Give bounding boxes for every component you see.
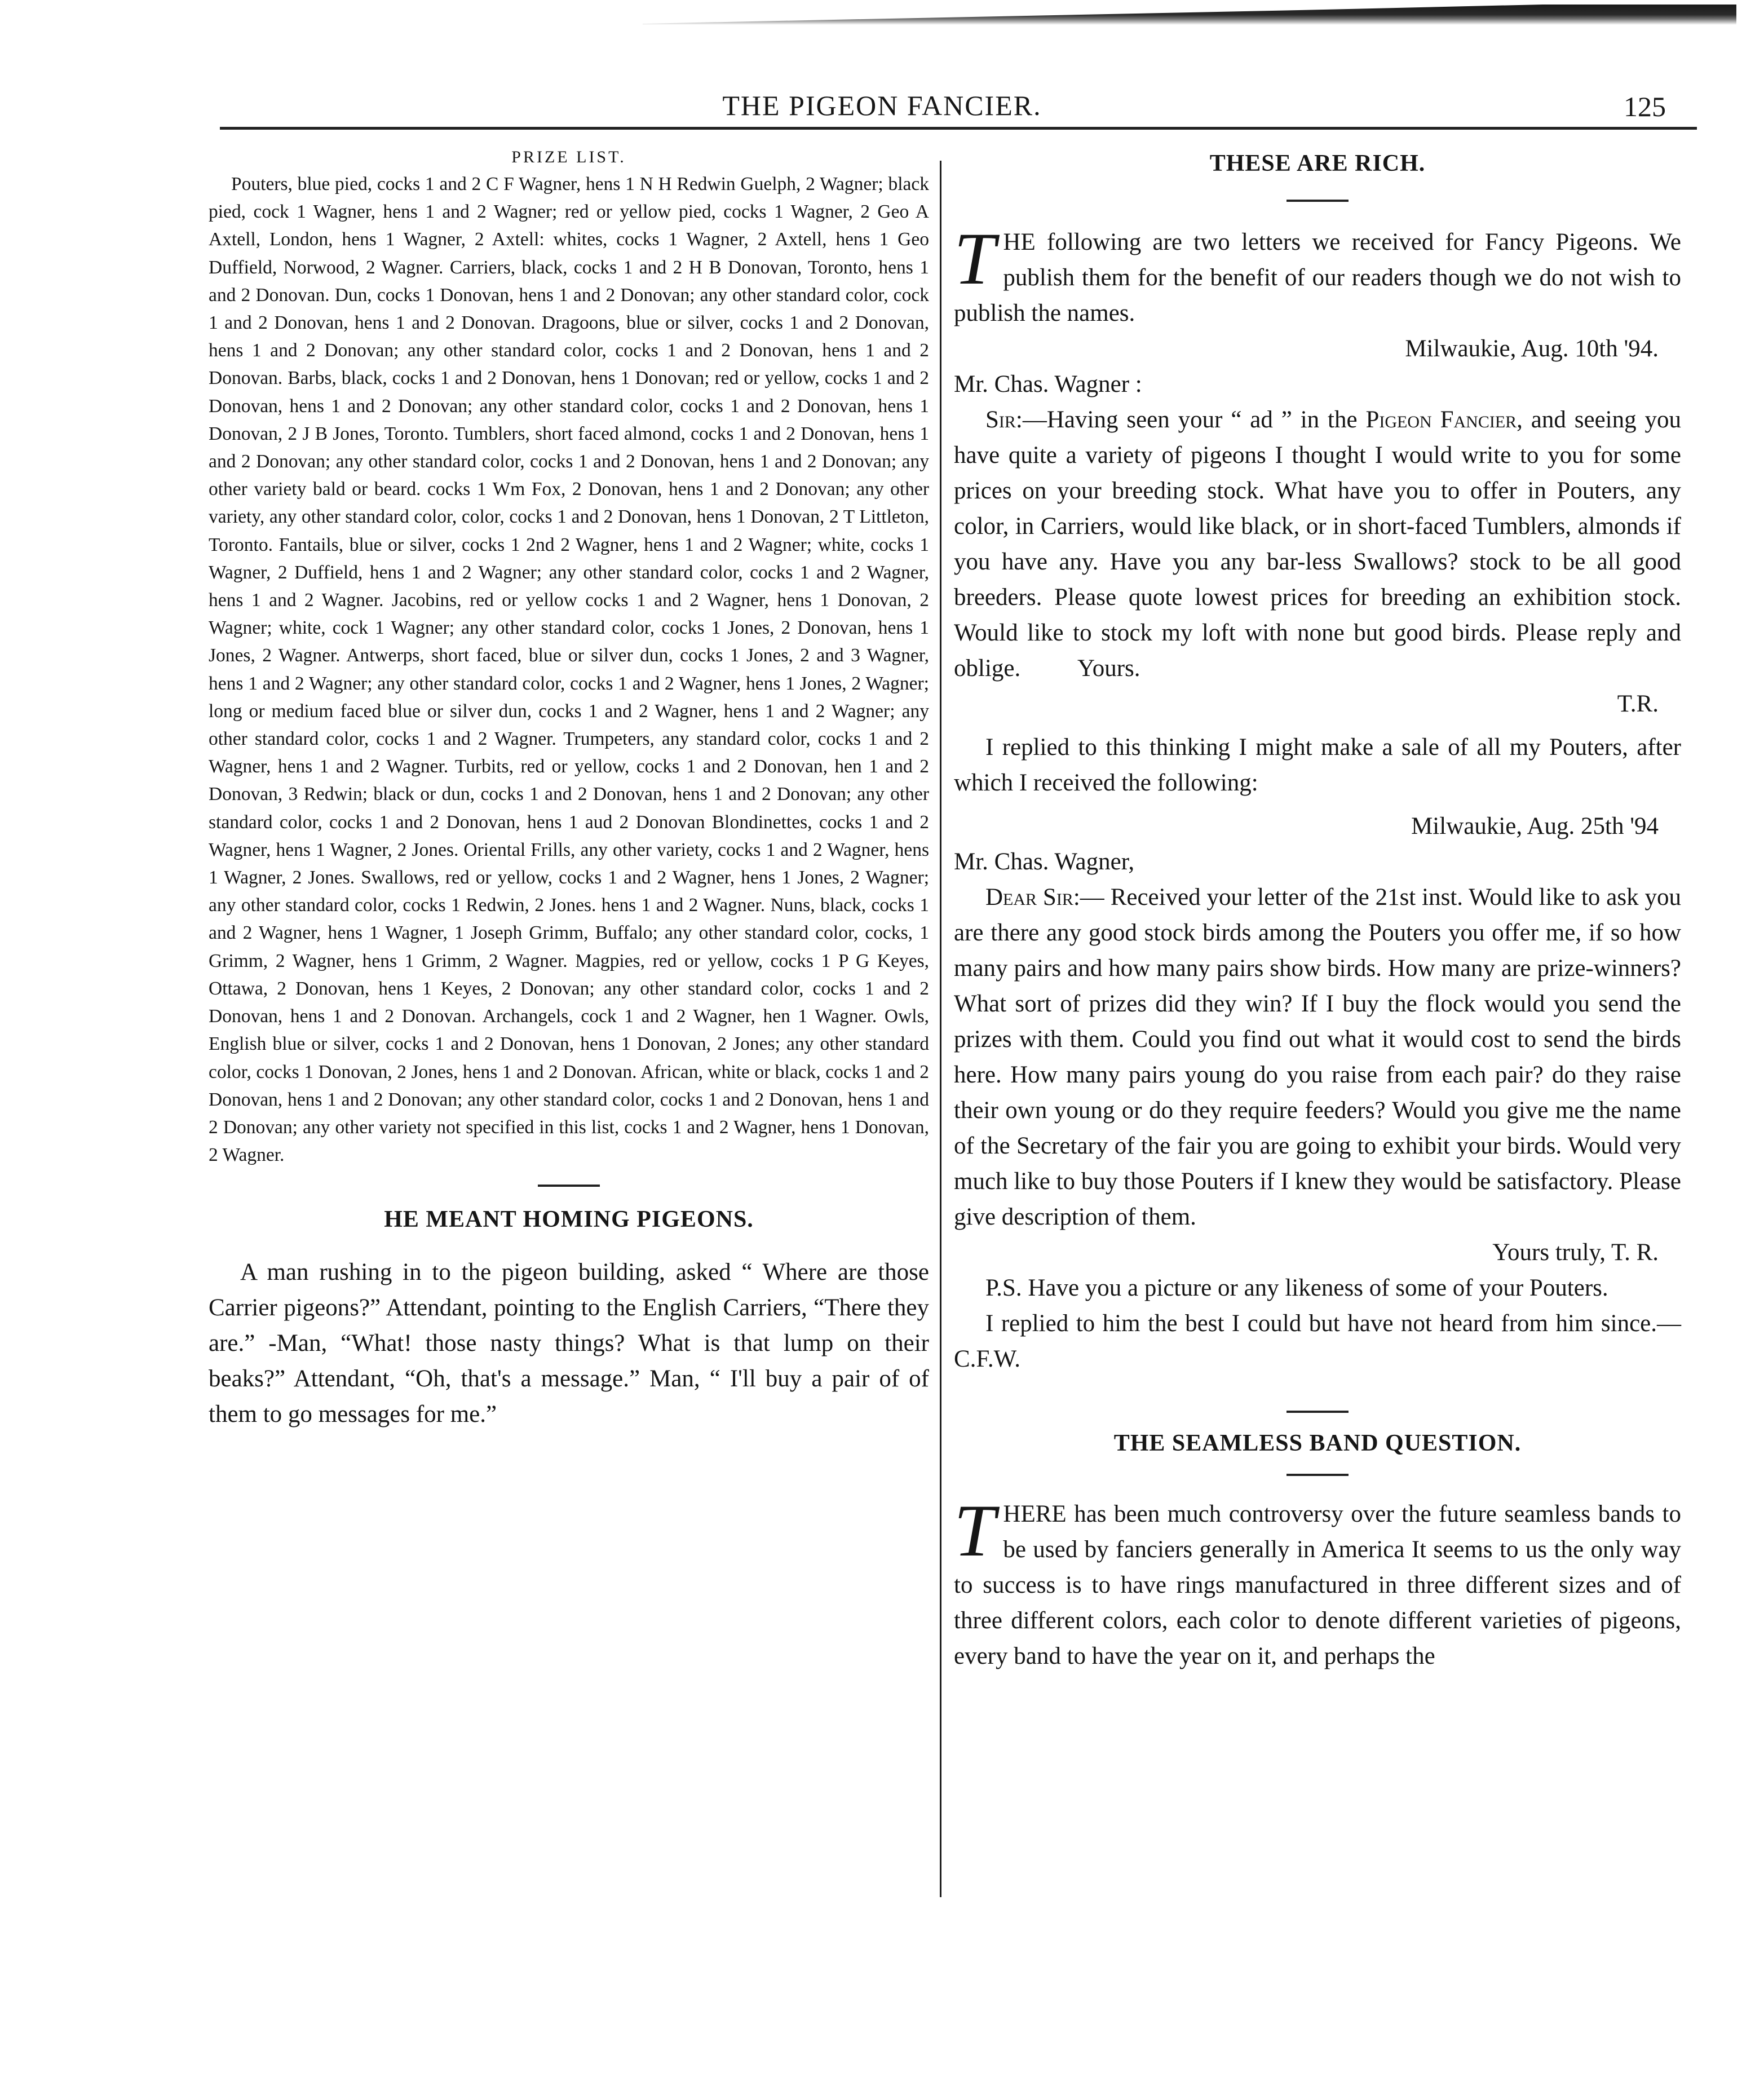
letter1-closing: Yours. <box>1077 655 1140 682</box>
prize-list-text: Pouters, blue pied, cocks 1 and 2 C F Wagner, hens 1 N H Redwin Guelph, 2 Wagner; black pied, cock 1 Wagner, hens 1 and 2 Wagner; red or yellow pied, cocks 1 Wagner, 2 Geo A Axtell, London, hens 1 Wagner, 2 Axtell: whites, cocks 1 Wagner, 2 Axtell, hens 1 Geo Duffield, Norwood, 2 Wagner. Carriers, black, cocks 1 and 2 H B Donovan, Toronto, hens 1 and 2 Donovan. Dun, cocks 1 Donovan, hens 1 and 2 Donovan; any other standard color, cock 1 and 2 Donovan, hens 1 and 2 Donovan. Dragoons, blue or silver, cocks 1 and 2 Donovan, hens 1 and 2 Donovan; any other standard color, cocks 1 and 2 Donovan, hens 1 and 2 Donovan. Barbs, black, cocks 1 and 2 Donovan, hens 1 Donovan; red or yellow, cocks 1 and 2 Donovan, hens 1 and 2 Donovan; any other standard color, cocks 1 and 2 Donovan, hens 1 Donovan, 2 J B Jones, Toronto. Tumblers, short faced almond, cocks 1 and 2 Donovan, hens 1 and 2 Donovan; any other standard color, cocks 1 and 2 Donovan, hens 1 and 2 Donovan; any other variety bald or beard. cocks 1 Wm Fox, 2 Donovan, hens 1 and 2 Donovan; any other variety, any other standard color, color, cocks 1 and 2 Donovan, hens 1 Donovan, 2 T Littleton, Toronto. Fantails, blue or silver, cocks 1 2nd 2 Wagner, hens 1 and 2 Wagner; white, cocks 1 Wagner, 2 Duffield, hens 1 and 2 Wagner; any other standard color, cocks 1 and 2 Wagner, hens 1 and 2 Wagner. Jacobins, red or yellow cocks 1 and 2 Wagner, hens 1 Donovan, 2 Wagner; white, cock 1 Wagner; any other standard color, cocks 1 Jones, 2 Donovan, hens 1 Jones, 2 Wagner. Antwerps, short faced, blue or silver dun, cocks 1 Jones, 2 and 3 Wagner, hens 1 and 2 Wagner; any other standard color, cocks 1 and 2 Wagner, hens 1 Jones, 2 Wagner; long or medium faced blue or silver dun, cocks 1 and 2 Wagner, hens 1 and 2 Wagner; any other standard color, cocks 1 and 2 Wagner. Trumpeters, any standard color, cocks 1 and 2 Wagner, hens 1 and 2 Wagner. Turbits, red or yellow, cocks 1 and 2 Donovan, hen 1 and 2 Donovan, 3 Redwin; black or dun, cocks 1 and 2 Donovan, hens 1 and 2 Donovan; any other standard color, cocks 1 and 2 Donovan, hens 1 aud 2 Donovan Blondinettes, cocks 1 and 2 Wagner, hens 1 Wagner, 2 Jones. Oriental Frills, any other variety, cocks 1 and 2 Wagner, hens 1 Wagner, 2 Jones. Swallows, red or yellow, cocks 1 and 2 Wagner, hens 1 Jones, 2 Wagner; any other standard color, cocks 1 Redwin, 2 Jones. hens 1 and 2 Wagner. Nuns, black, cocks 1 and 2 Wagner, hens 1 Wagner, 1 Joseph Grimm, Buffalo; any other standard color, cocks, 1 Grimm, 2 Wagner, hens 1 Grimm, 2 Wagner. Magpies, red or yellow, cocks 1 P G Keyes, Ottawa, 2 Donovan, hens 1 Keyes, 2 Donovan; any other standard color, cocks 1 and 2 Donovan, hens 1 and 2 Donovan. Archangels, cock 1 and 2 Wagner, hen 1 Wagner. Owls, English blue or silver, cocks 1 and 2 Donovan, hens 1 Donovan, 2 Jones; any other standard color, cocks 1 Donovan, 2 Jones, hens 1 and 2 Donovan. African, white or black, cocks 1 and 2 Donovan, hens 1 and 2 Donovan; any other standard color, cocks 1 and 2 Donovan, hens 1 and 2 Donovan; any other variety not specified in this list, cocks 1 and 2 Wagner, hens 1 Donovan, 2 Wagner. <box>209 174 929 1166</box>
letter2-ps: P.S. Have you a picture or any likeness of some of your Pouters. <box>985 1275 1608 1301</box>
left-column <box>209 148 929 1432</box>
column-divider <box>940 161 941 1897</box>
scan-artifact-rule <box>643 0 1736 34</box>
homing-text: A man rushing in to the pigeon building, asked “ Where are those Carrier pigeons?” Attendant, pointing to the English Carriers, “There they are.” -Man, “What! those nasty things? What is that lump on their beaks?” Attendant, “Oh, that's a message.” Man, “ I'll buy a pair of of them to go messages for me.” <box>209 1259 929 1428</box>
drop-cap: T <box>954 1489 996 1572</box>
header-rule <box>220 127 1697 130</box>
letter1-body-a: :—Having seen your “ ad ” in the <box>1015 406 1358 433</box>
prize-list-heading: PRIZE LIST. <box>511 148 626 166</box>
band-heading: THE SEAMLESS BAND QUESTION. <box>1113 1430 1522 1456</box>
letter2-dear: Dear Sir <box>985 884 1073 911</box>
page-number: 125 <box>1624 91 1666 122</box>
letter1-initials: T.R. <box>1617 691 1659 717</box>
letter2-body-text: :— Received your letter of the 21st inst. Would like to ask you are there any good stock birds among the Pouters you offer me, if so how many pairs and how many pairs show birds. How many are prize-winners? What sort of prizes did they win? If I buy the flock would you send the prizes with them. Could you find out what it would cost to send the birds here. How many pairs young do you raise from each pair? do they raise their own young or do they require feeders? Would you give me the name of the Secretary of the fair you are going to exhibit your birds. Would very much like to buy those Pouters if I knew they would be satisfactory. Please give description of them. <box>954 884 1681 1230</box>
drop-cap: T <box>954 217 996 300</box>
letter1-dateline: Milwaukie, Aug. 10th '94. <box>1405 335 1659 362</box>
rich-intro-text: HE following are two letters we received for Fancy Pigeons. We publish them for the benefit of our readers though we do not wish to publish the names. <box>954 229 1681 326</box>
page-title: THE PIGEON FANCIER. <box>722 90 1042 121</box>
letter1-body-b: , and seeing you have quite a variety of pigeons I thought I would write to you for some prices on your breeding stock. What have you to offer in Pouters, any color, in Carriers, would like black, or in short-faced Tumblers, almonds if you have any. Have you any bar-less Swallows? stock to be all good breeders. Please quote lowest prices for breeding an exhibition stock. Would like to stock my loft with none but good birds. Please reply and oblige. <box>954 406 1682 682</box>
publication-name: Pigeon Fancier <box>1365 406 1517 433</box>
band-text-body: HERE has been much controversy over the future seamless bands to be used by fanciers generally in America It seems to us the only way to success is to have rings manufactured in three different sizes and of three different colors, each color to denote different varieties of pigeons, every band to have the year on it, and perhaps the <box>954 1501 1681 1669</box>
right-column <box>954 148 1681 1674</box>
reply-text: I replied to this thinking I might make a sale of all my Pouters, after which I received the following: <box>954 734 1681 796</box>
letter2-closing: Yours truly, T. R. <box>1492 1239 1659 1266</box>
letter1-sir: Sir <box>985 406 1016 433</box>
letter1-body <box>954 402 1681 686</box>
closing-note: I replied to him the best I could but have not heard from him since.—C.F.W. <box>954 1310 1681 1372</box>
band-text <box>954 1489 1681 1674</box>
rich-intro <box>954 217 1681 331</box>
homing-heading: HE MEANT HOMING PIGEONS. <box>384 1207 754 1233</box>
rich-heading: THESE ARE RICH. <box>1209 151 1426 176</box>
letter2-salutation: Mr. Chas. Wagner, <box>954 849 1135 875</box>
letter2-dateline: Milwaukie, Aug. 25th '94 <box>1411 813 1659 839</box>
letter1-salutation: Mr. Chas. Wagner : <box>954 371 1142 397</box>
letter2-body <box>954 880 1681 1235</box>
